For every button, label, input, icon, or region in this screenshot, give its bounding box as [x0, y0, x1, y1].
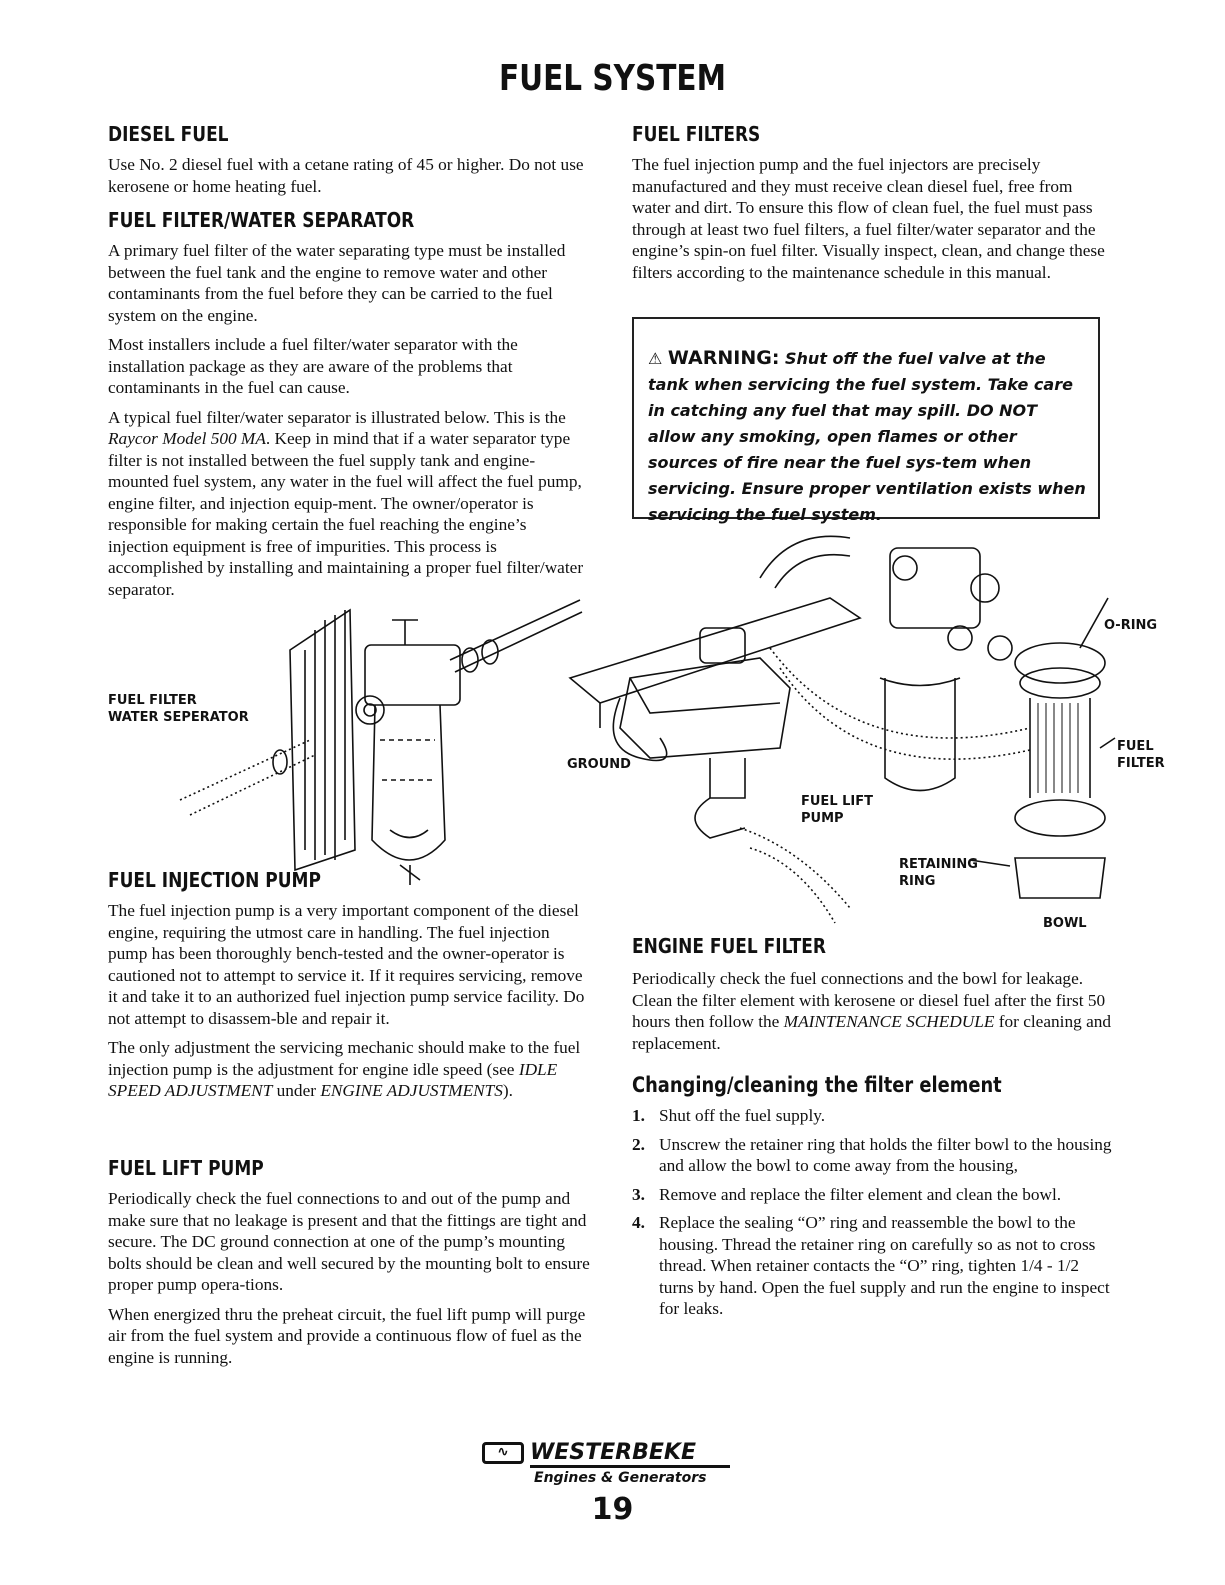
warning-text — [648, 345, 1088, 528]
warning-message: Shut off the fuel valve at the tank when servicing the fuel system. Take care in catching any fuel that may spill. DO NOT allow any smoking, open flames or other sources of fire near the fuel sys-tem when servicing. Ensure proper ventilation exists when servicing the fuel system. — [648, 349, 1086, 524]
o-ring-label: O-RING — [1104, 618, 1158, 633]
injection-pump-section — [108, 868, 590, 1102]
lift-pump-paragraph-1: Periodically check the fuel connections to and out of the pump and make sure that no leakage is present and that the fittings are tight and secure. The DC ground connection at one of the pump’s mounting bolts should be clean and well secured by the mounting bolt to ensure proper pump opera-tions. — [108, 1189, 590, 1294]
injection-pump-heading: FUEL INJECTION PUMP — [108, 868, 321, 892]
engine-fuel-filter-heading: ENGINE FUEL FILTER — [632, 934, 826, 958]
injection-paragraph-1: The fuel injection pump is a very important component of the diesel engine, requiring the utmost care in handling. The fuel injection pump has been thoroughly bench-tested and the owner-operator is cautioned not to attempt to service it. If it requires servicing, remove it and take it to an authorized fuel injection pump service facility. Do not attempt to disassem-ble and repair it. — [108, 901, 585, 1028]
warning-label: WARNING: — [667, 347, 780, 369]
fuel-lift-pump-label: FUEL LIFT PUMP — [801, 794, 873, 826]
bowl-label: BOWL — [1043, 916, 1087, 931]
separator-paragraph-3: A typical fuel filter/water separator is illustrated below. This is the Raycor Model 500 MA. Keep in mind that if a water separator type filter is not installed between the fuel supply tank and engine-mounted fuel system, any water in the fuel will affect the fuel pump, engine filter, and injection equip-ment. The owner/operator is responsible for making certain the fuel reaching the engine’s injection equipment is free of impurities. This process is accomplished by installing and maintaining a proper fuel filter/water separator. — [108, 407, 584, 599]
brand-name: WESTERBEKE — [530, 1440, 730, 1468]
changing-heading: Changing/cleaning the filter element — [632, 1073, 1002, 1097]
diesel-fuel-section — [108, 122, 590, 197]
page-title: FUEL SYSTEM — [499, 58, 726, 99]
engine-fuel-filter-text: Periodically check the fuel connections and the bowl for leakage. Clean the filter element with kerosene or diesel fuel after the first 50 hours then follow the MAINTENANCE SCHEDULE for cleaning and replacement. — [632, 969, 1112, 1053]
fuel-filter-label: FUEL FILTER — [1117, 739, 1165, 771]
engine-fuel-filter-illustration — [560, 528, 1160, 938]
changing-section — [632, 1073, 1114, 1327]
raycor-model: Raycor Model 500 MA — [108, 429, 266, 448]
step-item: 2. Unscrew the retainer ring that holds the filter bowl to the housing and allow the bowl to come away from the housing, — [632, 1134, 1112, 1175]
diesel-fuel-text: Use No. 2 diesel fuel with a cetane rating of 45 or higher. Do not use kerosene or home heating fuel. — [108, 155, 584, 196]
water-separator-label: FUEL FILTER WATER SEPERATOR — [108, 693, 249, 725]
separator-heading: FUEL FILTER/WATER SEPARATOR — [108, 208, 415, 232]
lift-pump-section — [108, 1156, 590, 1368]
separator-paragraph-1: A primary fuel filter of the water separating type must be installed between the fuel tank and the engine to remove water and other contaminants from the fuel before they can be carried to the fuel system on the engine. — [108, 241, 566, 325]
separator-section — [108, 208, 590, 600]
lift-pump-heading: FUEL LIFT PUMP — [108, 1156, 264, 1180]
step-item: 3. Remove and replace the filter element and clean the bowl. — [632, 1184, 1062, 1204]
westerbeke-logo — [482, 1440, 742, 1500]
lift-pump-paragraph-2: When energized thru the preheat circuit, the fuel lift pump will purge air from the fuel system and provide a continuous flow of fuel as the engine is running. — [108, 1304, 586, 1367]
fuel-filters-heading: FUEL FILTERS — [632, 122, 761, 146]
water-separator-illustration — [110, 590, 590, 890]
page-number: 19 — [591, 1492, 634, 1527]
engine-fuel-filter-section — [632, 934, 1114, 1054]
changing-steps — [632, 1105, 1114, 1320]
warning-icon: ⚠ — [648, 349, 663, 368]
separator-paragraph-2: Most installers include a fuel filter/water separator with the installation package as they are aware of the problems that contaminants in the fuel can cause. — [108, 335, 518, 397]
fuel-filters-section — [632, 122, 1114, 283]
fuel-filters-text: The fuel injection pump and the fuel injectors are precisely manufactured and they must receive clean diesel fuel, free from water and dirt. To ensure this flow of clean fuel, the fuel must pass through at least two fuel filters, a fuel filter/water separator and the engine’s spin-on fuel filter. Visually inspect, clean, and change these filters according to the maintenance schedule in this manual. — [632, 155, 1105, 282]
step-item: 1. Shut off the fuel supply. — [632, 1106, 826, 1125]
step-item: 4. Replace the sealing “O” ring and reassemble the bowl to the housing. Thread the retainer ring on carefully so as not to cross thread. When retainer contacts the “O” ring, tighten 1/4 - 1/2 turns by hand. Open the fuel supply and run the engine to inspect for leaks. — [632, 1213, 1110, 1318]
diesel-fuel-heading: DIESEL FUEL — [108, 122, 229, 146]
ground-label: GROUND — [567, 757, 631, 772]
warning-box — [632, 317, 1100, 524]
logo-mark-icon: ∿ — [482, 1442, 524, 1464]
brand-tagline: Engines & Generators — [534, 1470, 707, 1486]
retaining-ring-label: RETAINING RING — [899, 857, 978, 889]
injection-paragraph-2: The only adjustment the servicing mechanic should make to the fuel injection pump is the adjustment for engine idle speed (see IDLE SPEED ADJUSTMENT under ENGINE ADJUSTMENTS). — [108, 1038, 581, 1100]
